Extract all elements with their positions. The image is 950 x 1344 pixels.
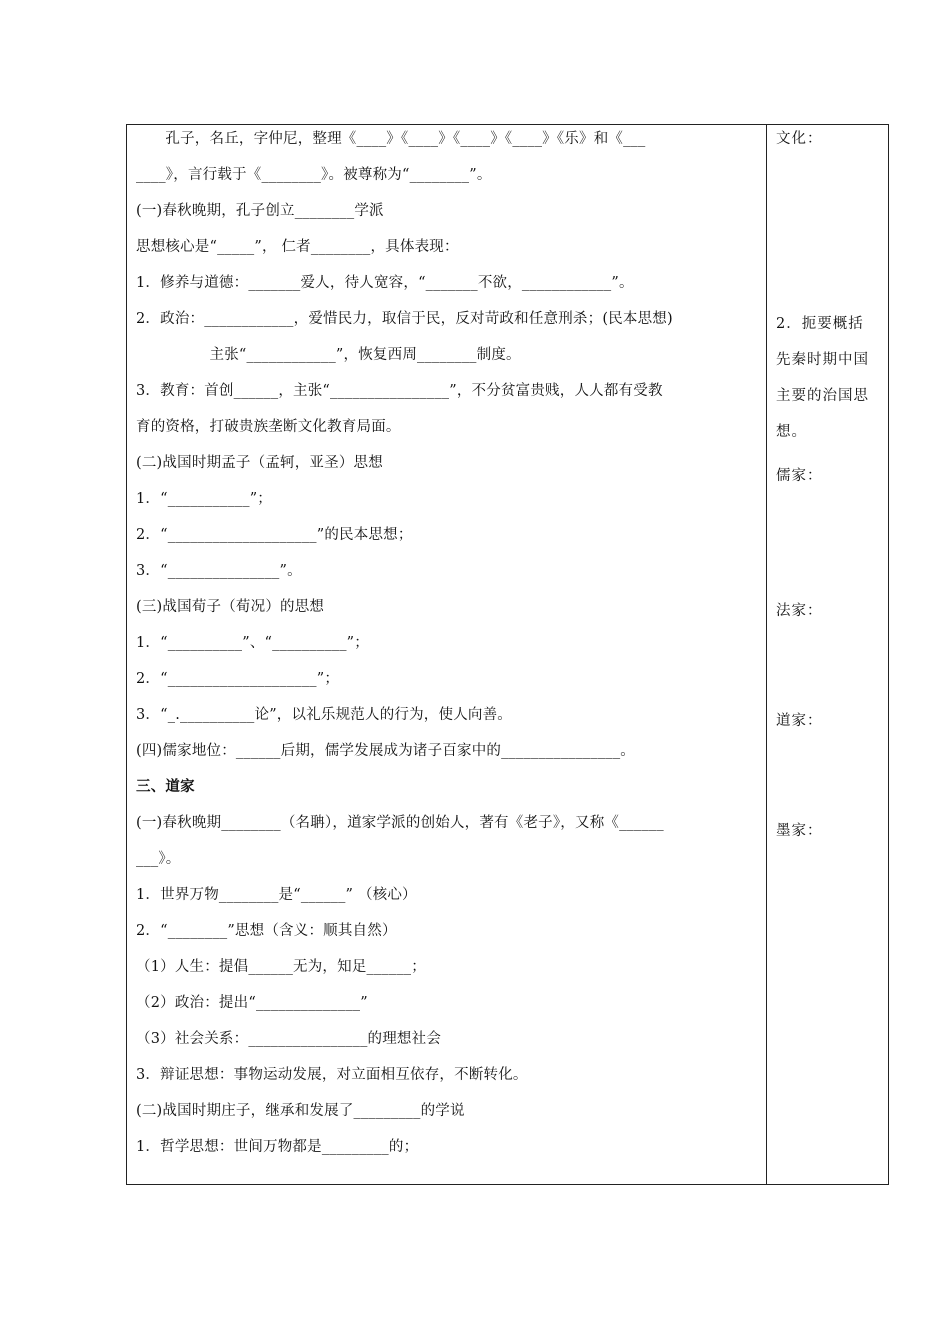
list-item: 1．哲学思想：世间万物都是_________的；: [136, 1139, 419, 1155]
section-daoism-title: 三、道家: [136, 778, 195, 795]
laozi-line-2: ___》。: [136, 851, 181, 867]
list-item: （1）人生：提倡______无为，知足______；: [136, 959, 426, 975]
core-thought-line: 思想核心是“_____”， 仁者________，具体表现：: [136, 239, 459, 255]
culture-label: 文化：: [776, 131, 823, 147]
list-item: 3．“_______________”。: [136, 563, 302, 579]
legalism-label: 法家：: [776, 603, 823, 619]
list-item: 2．“____________________”的民本思想；: [136, 527, 413, 543]
mohism-label: 墨家：: [776, 823, 823, 839]
list-item: 2．“________”思想（含义：顺其自然）: [136, 923, 397, 939]
section-zhuangzi-heading: (二)战国时期庄子，继承和发展了_________的学说: [136, 1103, 465, 1119]
confucius-intro-line-1: 孔子，名丘，字仲尼，整理《____》《____》《____》《____》《乐》和《___: [136, 131, 646, 147]
list-item: （3）社会关系：________________的理想社会: [136, 1031, 442, 1047]
daoism-label: 道家：: [776, 713, 823, 729]
question-2-line-3: 主要的治国思: [776, 388, 869, 404]
list-item: 2．政治：____________，爱惜民力，取信于民，反对苛政和任意刑杀；(民本思想): [136, 311, 673, 327]
list-item: 1．“__________”、“__________”；: [136, 635, 369, 651]
confucian-status-line: (四)儒家地位：______后期，儒学发展成为诸子百家中的________________。: [136, 743, 636, 759]
list-item: 3．辩证思想：事物运动发展，对立面相互依存，不断转化。: [136, 1067, 528, 1083]
question-2-line-2: 先秦时期中国: [776, 352, 869, 368]
section-confucius-heading: (一)春秋晚期，孔子创立________学派: [136, 203, 384, 219]
section-xunzi-heading: (三)战国荀子（荀况）的思想: [136, 599, 325, 615]
section-mencius-heading: (二)战国时期孟子（孟轲，亚圣）思想: [136, 455, 383, 471]
list-item: 主张“____________”，恢复西周________制度。: [136, 347, 521, 363]
list-item: 1．世界万物________是“______” （核心）: [136, 887, 417, 903]
list-item: （2）政治：提出“______________”: [136, 995, 368, 1011]
list-item: 1．修养与道德：_______爱人，待人宽容，“_______不欲，____________”。: [136, 275, 634, 291]
list-item: 2．“____________________”；: [136, 671, 340, 687]
list-item: 3．“_.__________论”，以礼乐规范人的行为，使人向善。: [136, 707, 513, 723]
list-item: 1．“___________”；: [136, 491, 273, 507]
question-2-line-1: 2．扼要概括: [776, 316, 864, 332]
laozi-line-1: (一)春秋晚期________（名聃），道家学派的创始人，著有《老子》，又称《______: [136, 815, 664, 831]
confucianism-label: 儒家：: [776, 468, 823, 484]
column-divider: [766, 124, 767, 1185]
confucius-intro-line-2: ____》，言行载于《________》。被尊称为“________”。: [136, 167, 492, 183]
question-2-line-4: 想。: [776, 424, 807, 440]
list-item: 育的资格，打破贵族垄断文化教育局面。: [136, 419, 401, 435]
list-item: 3．教育：首创______，主张“________________”，不分贫富贵贱，人人都有受教: [136, 383, 663, 399]
